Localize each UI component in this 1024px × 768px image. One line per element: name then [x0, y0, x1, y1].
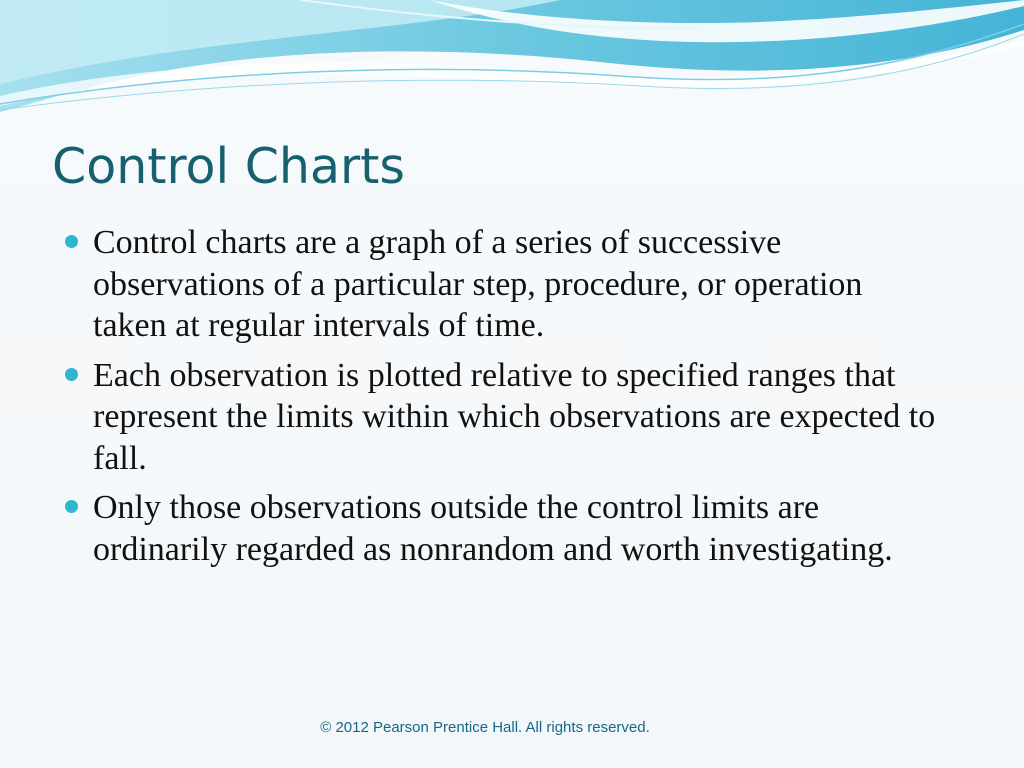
bullet-item [60, 487, 940, 570]
bullet-item [60, 355, 940, 480]
bullet-item [60, 222, 940, 347]
bullet-text: Control charts are a graph of a series of successive observations of a particular step, procedure, or operation taken at regular intervals of time. [93, 224, 863, 344]
bullet-list [60, 222, 940, 578]
copyright-text: © 2012 Pearson Prentice Hall. All rights reserved. [320, 719, 650, 736]
bullet-text: Each observation is plotted relative to specified ranges that represent the limits within which observations are expected to fall. [93, 356, 936, 477]
slide-title: Control Charts [52, 138, 405, 195]
bullet-dot-icon [65, 500, 78, 513]
bullet-text: Only those observations outside the control limits are ordinarily regarded as nonrandom and worth investigating. [93, 489, 893, 568]
copyright-footer [0, 719, 1024, 736]
bullet-dot-icon [65, 235, 78, 248]
bullet-dot-icon [65, 368, 78, 381]
header-wave-decoration [0, 0, 1024, 130]
